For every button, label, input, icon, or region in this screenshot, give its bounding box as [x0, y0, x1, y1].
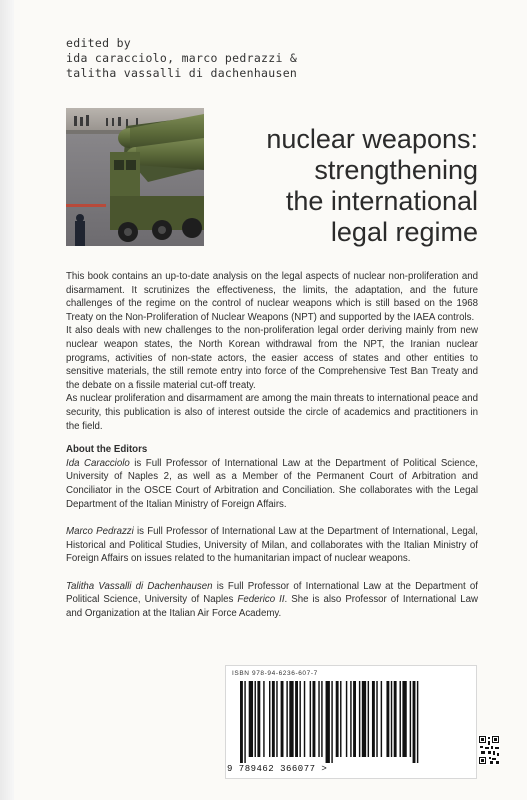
barcode-bar [276, 681, 277, 757]
barcode-bar [272, 681, 275, 757]
barcode-bar [310, 681, 311, 757]
spine-edge [0, 0, 14, 800]
editors-block [66, 36, 297, 81]
barcode-bar [417, 681, 418, 763]
barcode-bar [313, 681, 316, 757]
barcode-bar [336, 681, 339, 757]
blurb [66, 270, 478, 621]
barcode-bar [391, 681, 392, 757]
barcode-bar [304, 681, 305, 757]
barcode-bar [240, 681, 243, 763]
editor-3-name: Talitha Vassalli di Dachenhausen [66, 580, 213, 592]
qr-code-icon [478, 735, 500, 765]
isbn-label: ISBN 978-94-6236-607-7 [232, 670, 318, 677]
barcode-bar [249, 681, 253, 757]
barcode-bar [381, 681, 382, 757]
title-line-4: legal regime [330, 217, 478, 247]
barcode-bar [331, 681, 332, 763]
editor-3-text-b: . She is also Professor of International Law and Organization at the Italian Air Force Academy. [66, 594, 479, 620]
barcode-bar [295, 681, 298, 757]
editor-bio-1 [66, 457, 478, 511]
barcode-bar [257, 681, 260, 757]
barcode-bar [376, 681, 377, 757]
barcode-bar [372, 681, 375, 757]
title-line-1: nuclear weapons: [266, 124, 478, 154]
barcode-bar [413, 681, 416, 763]
cover-photo [66, 108, 204, 246]
title-line-3: the international [285, 186, 478, 216]
barcode-bar [400, 681, 401, 757]
editor-bio-3 [66, 580, 478, 621]
blurb-paragraph-2: It also deals with new challenges to the non-proliferation legal order deriving mainly from new nuclear weapon states, the North Korean withdrawal from the NPT, the Iranian nuclear programs, activities of non-state actors, the easier access of states and other entities to sensitive materials, the still remote entry into force of the Comprehensive Test Ban Treaty and the debate on a fissile material cut-off treaty. [66, 325, 478, 391]
barcode-bar [321, 681, 322, 757]
missile-parade-image [66, 108, 204, 246]
editor-2-name: Marco Pedrazzi [66, 526, 134, 538]
barcode-bar [289, 681, 293, 757]
editors-names-line2: talitha vassalli di dachenhausen [66, 66, 298, 80]
edited-by-label: edited by [66, 36, 132, 50]
barcode-bar [326, 681, 330, 763]
editors-names-line1: ida caracciolo, marco pedrazzi & [66, 51, 298, 65]
blurb-paragraph-3: As nuclear proliferation and disarmament are among the main threats to international peace and security, this publication is also of interest outside the circle of academics and practitioners in the field. [66, 393, 478, 432]
barcode-bar [394, 681, 397, 757]
barcode-bar [386, 681, 389, 757]
barcode-bar [353, 681, 356, 757]
barcode-bar [362, 681, 366, 757]
barcode-bar [350, 681, 351, 757]
title-line-2: strengthening [314, 155, 478, 185]
barcode-bar [286, 681, 287, 757]
barcode-bar [410, 681, 411, 757]
barcode-digits: 9 789462 366077 > [227, 764, 328, 774]
barcode-bar [346, 681, 347, 757]
editor-3-federico: Federico II [237, 594, 285, 606]
about-editors-heading: About the Editors [66, 444, 148, 456]
blurb-paragraph-1: This book contains an up-to-date analysis on the legal aspects of nuclear non-proliferation and disarmament. It scrutinizes the effectiveness, the limits, the adaptation, and the future challenges of the regime on the control of nuclear weapons which is still based on the 1968 Treaty on the Non-Proliferation of Nuclear Weapons (NPT) and supported by the IAEA controls. [66, 271, 478, 323]
barcode-bar [281, 681, 284, 757]
book-title [266, 124, 478, 248]
editor-3-text-a: is Full Professor of International Law at the Department of Political Science, University of Naples [66, 580, 479, 606]
barcode-bars [240, 681, 465, 765]
barcode-bar [263, 681, 264, 757]
editor-1-text: is Full Professor of International Law at the Department of Political Science, University of Naples 2, as well as a Member of the Permanent Court of Arbitration and Conciliator in the OSCE Court of Arbitration and Conciliation. She collaborates with the Legal Department of the Italian Ministry of Foreign Affairs. [66, 457, 478, 510]
barcode-bar [359, 681, 360, 757]
barcode-bar [368, 681, 369, 757]
editor-1-name: Ida Caracciolo [66, 457, 130, 469]
barcode-bar [318, 681, 319, 757]
barcode-bar [299, 681, 300, 757]
barcode-bar [402, 681, 406, 757]
barcode-bar [269, 681, 270, 757]
barcode-bar [255, 681, 256, 757]
editor-2-text: is Full Professor of International Law at the Department of International, Legal, Historical and Political Studies, University of Milan, and collaborates with the Italian Ministry of Foreign Affairs on issues related to the humanitarian impact of nuclear weapons. [66, 526, 478, 565]
editor-bio-2 [66, 525, 478, 566]
barcode-bar [244, 681, 245, 763]
barcode-bar [340, 681, 341, 757]
